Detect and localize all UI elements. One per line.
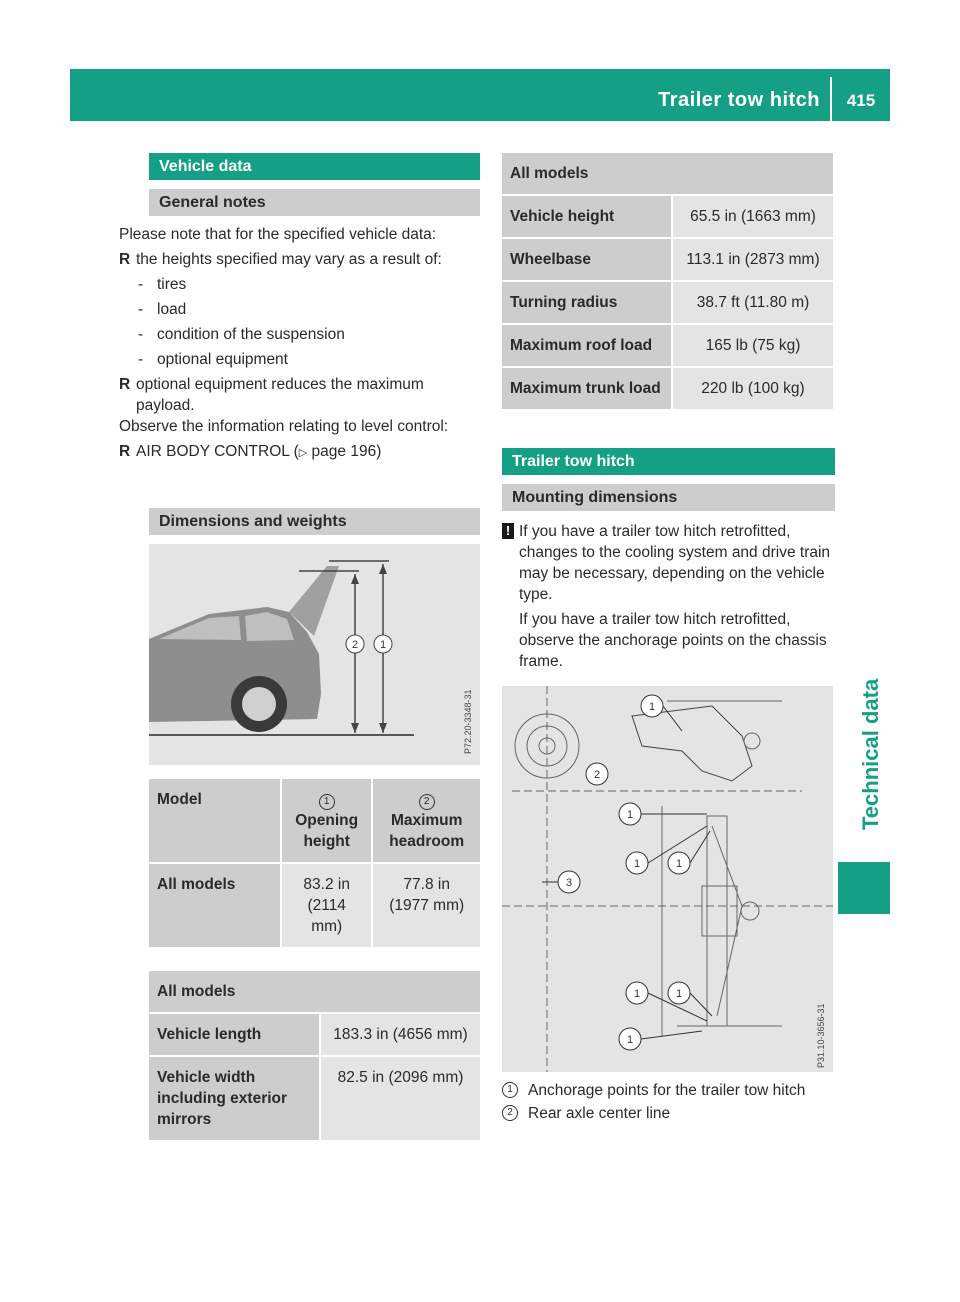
sub-item-text: optional equipment xyxy=(157,351,288,368)
warning-text-2: If you have a trailer tow hitch retrofitted, observe the anchorage points on the chassis frame. xyxy=(519,611,827,670)
sub-item-text: condition of the suspension xyxy=(157,326,345,343)
bullet-heights: R the heights specified may vary as a result of: xyxy=(119,251,442,268)
figure-legend xyxy=(502,1080,835,1124)
opening-height-table xyxy=(149,779,480,947)
bullet-payload: R optional equipment reduces the maximum payload. xyxy=(119,376,424,414)
dimensions-heading: Dimensions and weights xyxy=(149,508,480,535)
row-value: 65.5 in (1663 mm) xyxy=(673,196,833,239)
dimensions-table xyxy=(149,971,480,1140)
figure-marker-1: 1 xyxy=(379,639,387,651)
opening-height-in: 83.2 in xyxy=(303,876,350,893)
row-value: 165 lb (75 kg) xyxy=(673,325,833,368)
opening-height-label: Opening height xyxy=(295,812,359,850)
opening-height-mm: (2114 mm) xyxy=(307,897,346,935)
max-headroom-in: 77.8 in xyxy=(403,876,450,893)
bullet-payload-text: optional equipment reduces the maximum payload. xyxy=(136,376,424,414)
row-label: Maximum trunk load xyxy=(502,368,673,409)
diagram-marker-3: 3 xyxy=(565,877,573,889)
model-header: Model xyxy=(149,779,282,864)
general-notes-heading: General notes xyxy=(149,189,480,216)
row-label: Vehicle height xyxy=(502,196,673,239)
page-header xyxy=(70,69,890,121)
row-value: 183.3 in (4656 mm) xyxy=(321,1014,480,1057)
table-head: All models xyxy=(149,971,480,1014)
max-headroom-mm: (1977 mm) xyxy=(389,897,465,914)
max-headroom-label: Maximum headroom xyxy=(389,812,465,850)
suv-illustration xyxy=(149,544,480,765)
sub-item: - tires xyxy=(138,276,187,293)
page-number: 415 xyxy=(846,91,876,110)
diagram-marker-1: 1 xyxy=(626,1034,634,1046)
right-column xyxy=(502,153,835,1124)
vehicle-data-heading: Vehicle data xyxy=(149,153,480,180)
page-ref-icon: ▷ xyxy=(298,447,308,459)
hitch-diagram xyxy=(502,686,833,1072)
diagram-code: P31.10-3656-31 xyxy=(816,1003,826,1068)
diagram-marker-1: 1 xyxy=(675,988,683,1000)
opening-height-header xyxy=(282,779,373,864)
vehicle-specs-table xyxy=(502,153,833,409)
sub-item-text: tires xyxy=(157,276,187,293)
header-title: Trailer tow hitch xyxy=(658,89,820,111)
legend-text: Anchorage points for the trailer tow hitch xyxy=(528,1082,806,1099)
callout-1-icon: 1 xyxy=(319,794,335,810)
diagram-marker-1: 1 xyxy=(675,858,683,870)
opening-height-value xyxy=(282,864,373,947)
row-value: 113.1 in (2873 mm) xyxy=(673,239,833,282)
callout-2-icon: 2 xyxy=(419,794,435,810)
max-headroom-header xyxy=(373,779,480,864)
row-label: Maximum roof load xyxy=(502,325,673,368)
vehicle-dimensions-figure xyxy=(149,544,480,765)
row-label: Turning radius xyxy=(502,282,673,325)
sub-item: - condition of the suspension xyxy=(138,326,345,343)
legend-text: Rear axle center line xyxy=(528,1105,671,1122)
bullet-air-body: R AIR BODY CONTROL (▷ page 196) xyxy=(119,443,382,460)
row-label: Vehicle width including exterior mirrors xyxy=(149,1057,321,1140)
row-label: Vehicle length xyxy=(149,1014,321,1057)
row-value: 82.5 in (2096 mm) xyxy=(321,1057,480,1140)
callout-1-icon: 1 xyxy=(502,1082,518,1098)
row-value: 38.7 ft (11.80 m) xyxy=(673,282,833,325)
max-headroom-value xyxy=(373,864,480,947)
page-ref-link[interactable]: page 196) xyxy=(307,443,382,460)
row-value: 220 lb (100 kg) xyxy=(673,368,833,409)
bullet-heights-text: the heights specified may vary as a result of: xyxy=(136,251,442,268)
warning-icon: ! xyxy=(502,523,514,539)
warning-block xyxy=(502,521,835,672)
diagram-marker-2: 2 xyxy=(593,769,601,781)
side-tab-marker xyxy=(838,862,890,914)
side-tab-label: Technical data xyxy=(858,678,883,830)
sub-item-text: load xyxy=(157,301,187,318)
sub-item: - load xyxy=(138,301,187,318)
figure-marker-2: 2 xyxy=(351,639,359,651)
legend-item xyxy=(502,1103,835,1124)
intro-text: Please note that for the specified vehicle data: xyxy=(119,226,437,243)
side-tab xyxy=(838,640,890,840)
diagram-marker-1: 1 xyxy=(626,809,634,821)
row-label: Wheelbase xyxy=(502,239,673,282)
air-body-text: AIR BODY CONTROL ( xyxy=(136,443,299,460)
tow-hitch-heading: Trailer tow hitch xyxy=(502,448,835,475)
diagram-marker-1: 1 xyxy=(633,858,641,870)
mounting-diagram-figure xyxy=(502,686,833,1072)
figure-code: P72.20-3348-31 xyxy=(463,689,473,754)
left-column xyxy=(119,153,480,1140)
observe-text: Observe the information relating to level control: xyxy=(119,418,449,435)
all-models-label: All models xyxy=(149,864,282,947)
mounting-dimensions-heading: Mounting dimensions xyxy=(502,484,835,511)
legend-item xyxy=(502,1080,835,1101)
diagram-marker-1: 1 xyxy=(648,701,656,713)
sub-item: - optional equipment xyxy=(138,351,288,368)
callout-2-icon: 2 xyxy=(502,1105,518,1121)
table-head: All models xyxy=(502,153,833,196)
warning-text-1: If you have a trailer tow hitch retrofitted, changes to the cooling system and drive train may be necessary, depending on the vehicle type. xyxy=(519,523,831,603)
diagram-marker-1: 1 xyxy=(633,988,641,1000)
